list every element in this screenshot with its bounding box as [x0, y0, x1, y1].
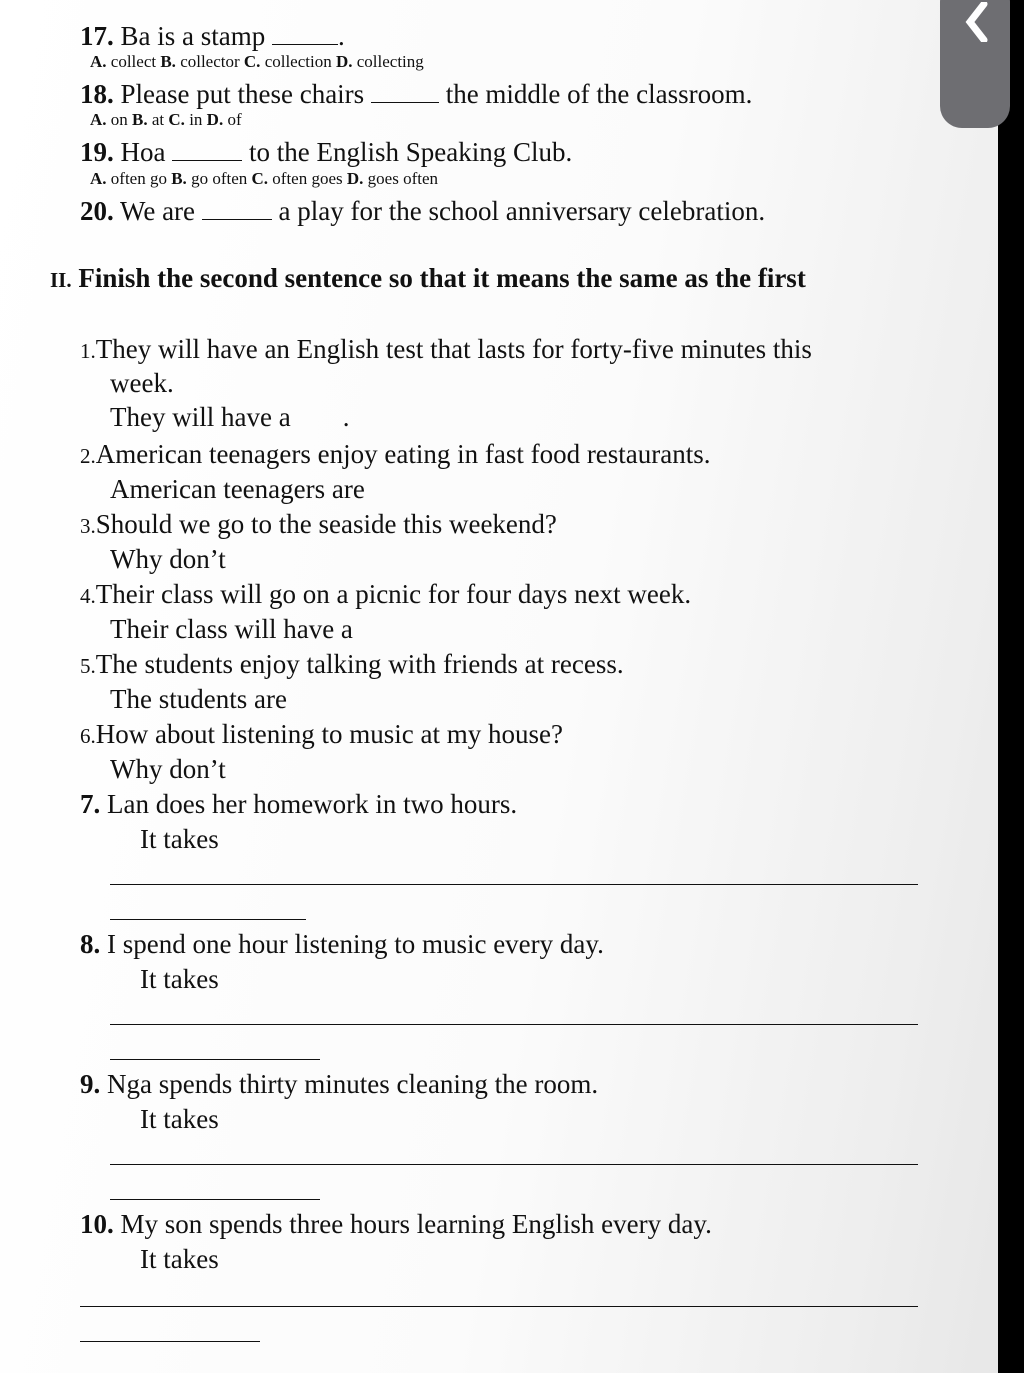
option-text: collect [110, 52, 157, 71]
item-starter: It takes [140, 1244, 219, 1274]
answer-line[interactable] [80, 1341, 260, 1342]
option-text: at [151, 110, 165, 129]
item-number: 3. [80, 514, 96, 538]
item-4 [80, 581, 691, 608]
item-text-continued: week. [110, 368, 174, 398]
option-text: collection [264, 52, 332, 71]
option-text: often go [110, 169, 167, 188]
item-7 [80, 791, 517, 818]
item-9 [80, 1071, 598, 1098]
option-text: often goes [272, 169, 343, 188]
question-text: Hoa [120, 137, 166, 167]
question-text-end: . [337, 21, 345, 51]
answer-line[interactable] [110, 1199, 320, 1200]
option-text: collector [180, 52, 240, 71]
item-text: How about listening to music at my house? [95, 719, 563, 749]
options-19 [90, 170, 438, 187]
option-letter: D. [346, 169, 364, 188]
question-number: 18. [80, 79, 114, 109]
answer-line[interactable] [80, 1306, 918, 1307]
item-number: 4. [80, 584, 96, 608]
question-text-end: to the English Speaking Club. [248, 137, 573, 167]
item-starter: It takes [140, 1104, 219, 1134]
answer-line[interactable] [110, 884, 918, 885]
item-number: 10. [80, 1209, 114, 1239]
starter-end: . [342, 402, 350, 432]
option-letter: A. [90, 169, 107, 188]
item-text: American teenagers enjoy eating in fast food restaurants. [95, 439, 711, 469]
answer-line[interactable] [110, 919, 306, 920]
item-5 [80, 651, 624, 678]
item-number: 2. [80, 444, 96, 468]
option-letter: A. [90, 110, 107, 129]
option-letter: A. [90, 52, 107, 71]
option-text: go often [191, 169, 248, 188]
item-number: 1. [80, 339, 96, 363]
section-heading [50, 265, 806, 292]
starter-text: They will have a [110, 402, 291, 432]
option-letter: D. [335, 52, 353, 71]
question-19 [80, 138, 572, 166]
item-text: Lan does her homework in two hours. [107, 789, 518, 819]
photo-edge-border [998, 0, 1024, 1373]
option-letter: C. [251, 169, 269, 188]
question-text: Please put these chairs [120, 79, 365, 109]
item-starter: Why don’t [110, 754, 226, 784]
item-number: 7. [80, 789, 101, 819]
answer-blank[interactable] [272, 22, 338, 45]
question-text: We are [120, 196, 196, 226]
item-number: 8. [80, 929, 101, 959]
options-18 [90, 111, 242, 128]
item-text: Should we go to the seaside this weekend? [95, 509, 557, 539]
item-text: They will have an English test that lasts for forty-five minutes this [95, 334, 812, 364]
option-letter: D. [206, 110, 224, 129]
item-starter: The students are [110, 684, 287, 714]
item-starter [110, 404, 349, 431]
question-text-end: the middle of the classroom. [445, 79, 753, 109]
item-1 [80, 336, 812, 363]
item-starter: Why don’t [110, 544, 226, 574]
item-number: 9. [80, 1069, 101, 1099]
item-starter: It takes [140, 964, 219, 994]
item-number: 5. [80, 654, 96, 678]
item-text: My son spends three hours learning English every day. [120, 1209, 712, 1239]
chevron-left-icon [962, 2, 990, 42]
option-letter: C. [243, 52, 261, 71]
back-button[interactable] [940, 0, 1010, 128]
item-10 [80, 1211, 712, 1238]
option-text: collecting [356, 52, 424, 71]
item-text: Their class will go on a picnic for four days next week. [95, 579, 692, 609]
item-number: 6. [80, 724, 96, 748]
item-6 [80, 721, 563, 748]
answer-blank[interactable] [202, 197, 272, 220]
answer-line[interactable] [110, 1024, 918, 1025]
item-text: Nga spends thirty minutes cleaning the room. [107, 1069, 599, 1099]
question-number: 17. [80, 21, 114, 51]
question-18 [80, 80, 752, 108]
option-letter: B. [132, 110, 148, 129]
item-3 [80, 511, 557, 538]
option-letter: B. [160, 52, 176, 71]
item-text: I spend one hour listening to music every day. [107, 929, 604, 959]
option-letter: C. [168, 110, 185, 129]
options-17 [90, 53, 424, 70]
answer-line[interactable] [110, 1164, 918, 1165]
answer-blank[interactable] [172, 138, 242, 161]
item-text: The students enjoy talking with friends at recess. [95, 649, 624, 679]
section-numeral: II. [50, 268, 72, 292]
item-starter: Their class will have a [110, 614, 353, 644]
item-starter: It takes [140, 824, 219, 854]
answer-blank[interactable] [371, 80, 439, 103]
section-title: Finish the second sentence so that it means the same as the first [78, 263, 806, 293]
item-2 [80, 441, 711, 468]
option-text: in [189, 110, 203, 129]
question-number: 19. [80, 137, 114, 167]
question-text-end: a play for the school anniversary celebration. [278, 196, 766, 226]
item-8 [80, 931, 604, 958]
question-number: 20. [80, 196, 114, 226]
question-20 [80, 197, 765, 225]
option-text: goes often [367, 169, 438, 188]
question-text: Ba is a stamp [120, 21, 266, 51]
option-letter: B. [171, 169, 187, 188]
option-text: on [110, 110, 128, 129]
option-text: of [227, 110, 242, 129]
item-starter: American teenagers are [110, 474, 365, 504]
question-17 [80, 22, 345, 50]
answer-line[interactable] [110, 1059, 320, 1060]
